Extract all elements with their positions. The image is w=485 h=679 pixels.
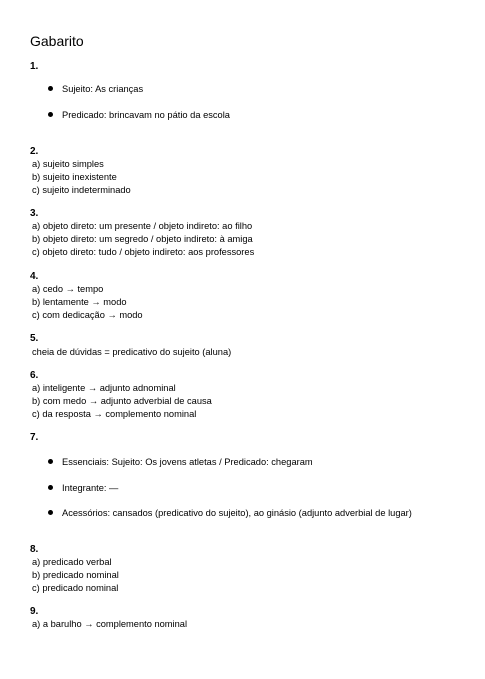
question-4-answer: a) cedo → tempo	[32, 284, 104, 294]
question-3-answer: a) objeto direto: um presente / objeto indireto: ao filho	[32, 221, 253, 231]
question-6-answer: b) com medo → adjunto adverbial de causa	[32, 396, 212, 406]
page-title: Gabarito	[30, 33, 84, 49]
question-7-item: Essenciais: Sujeito: Os jovens atletas / Predicado: chegaram	[62, 457, 313, 467]
question-1-item: Predicado: brincavam no pátio da escola	[62, 110, 230, 120]
question-8-answer: b) predicado nominal	[32, 570, 119, 580]
bullet-dot	[48, 459, 53, 464]
question-4-answer: c) com dedicação → modo	[32, 310, 143, 320]
question-2-answer: a) sujeito simples	[32, 159, 104, 169]
question-5-number: 5.	[30, 333, 39, 344]
question-9-answer: a) a barulho → complemento nominal	[32, 619, 188, 629]
question-6-number: 6.	[30, 370, 39, 381]
question-2-number: 2.	[30, 146, 39, 157]
question-5-answer: cheia de dúvidas = predicativo do sujeito (aluna)	[32, 347, 232, 357]
question-7-item: Acessórios: cansados (predicativo do sujeito), ao ginásio (adjunto adverbial de lugar)	[62, 508, 412, 518]
bullet-dot	[48, 485, 53, 490]
question-4-number: 4.	[30, 271, 39, 282]
question-6-answer: c) da resposta → complemento nominal	[32, 409, 197, 419]
question-2-answer: c) sujeito indeterminado	[32, 185, 131, 195]
bullet-dot	[48, 112, 53, 117]
question-3-answer: b) objeto direto: um segredo / objeto indireto: à amiga	[32, 234, 253, 244]
question-8-answer: c) predicado nominal	[32, 583, 119, 593]
bullet-dot	[48, 86, 53, 91]
question-9-number: 9.	[30, 606, 39, 617]
bullet-dot	[48, 510, 53, 515]
question-6-answer: a) inteligente → adjunto adnominal	[32, 383, 176, 393]
question-2-answer: b) sujeito inexistente	[32, 172, 117, 182]
question-3-answer: c) objeto direto: tudo / objeto indireto: aos professores	[32, 247, 255, 257]
question-8-answer: a) predicado verbal	[32, 557, 112, 567]
question-1-number: 1.	[30, 61, 39, 72]
question-8-number: 8.	[30, 544, 39, 555]
question-1-item: Sujeito: As crianças	[62, 84, 144, 94]
question-3-number: 3.	[30, 208, 39, 219]
question-7-item: Integrante: —	[62, 483, 119, 493]
question-4-answer: b) lentamente → modo	[32, 297, 127, 307]
question-7-number: 7.	[30, 432, 39, 443]
